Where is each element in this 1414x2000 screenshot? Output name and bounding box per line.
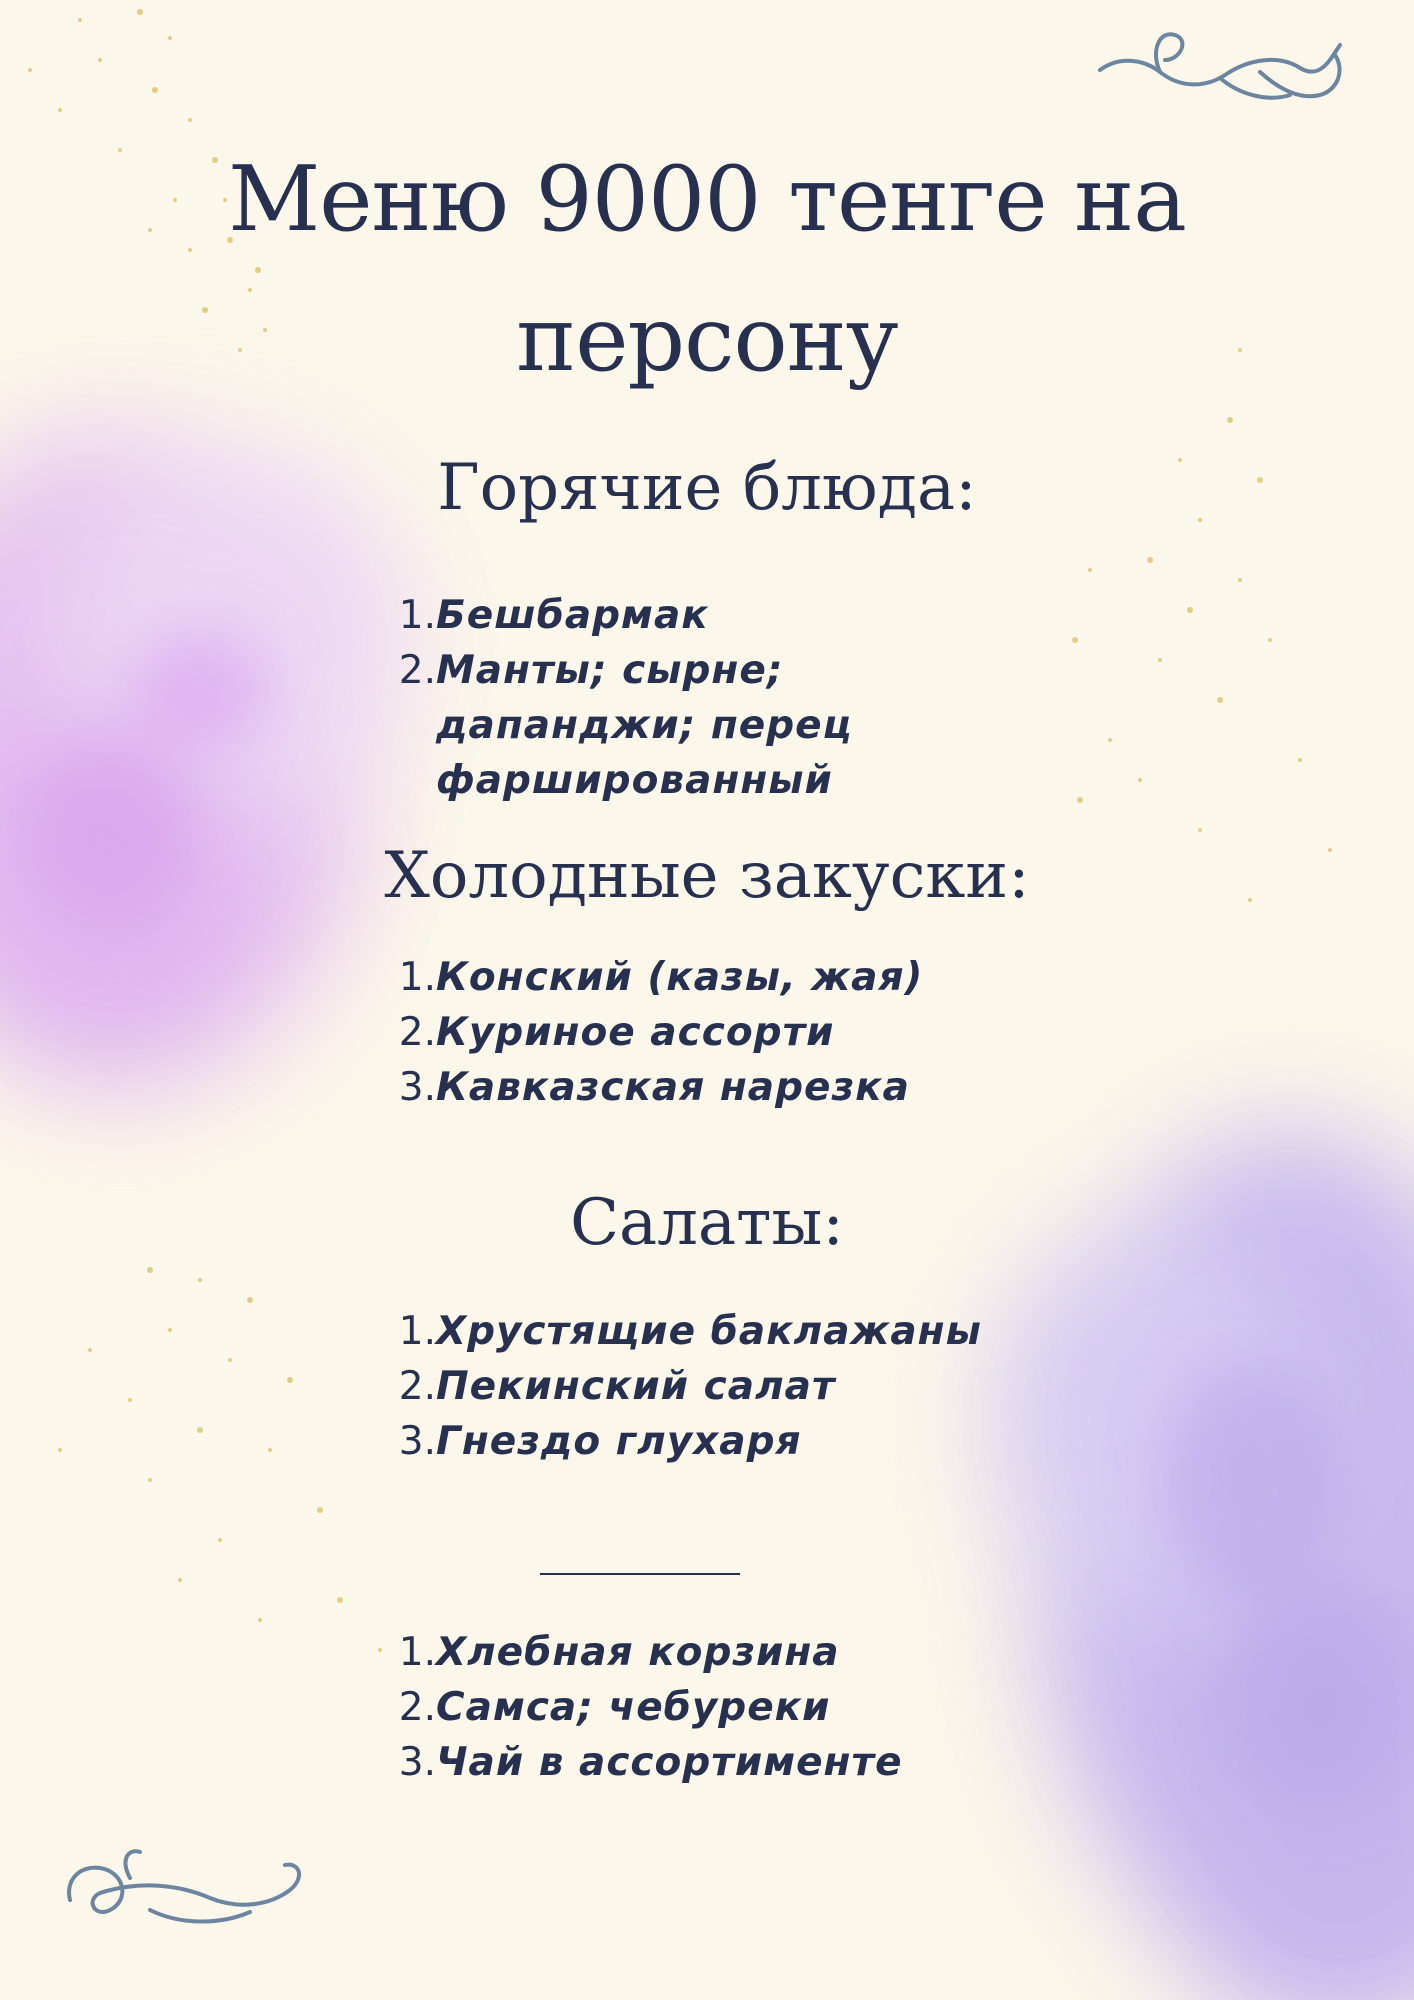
list-item [388, 1625, 903, 1680]
list-item [388, 588, 1026, 643]
item-number: 2. [398, 1364, 436, 1409]
item-number: 3. [398, 1419, 436, 1464]
item-text: Самса; чебуреки [436, 1685, 831, 1730]
item-text: Конский (казы, жая) [436, 955, 924, 1000]
item-number: 2. [398, 648, 436, 693]
list-item [388, 643, 1026, 808]
item-number: 2. [398, 1010, 436, 1055]
section-heading-cold-appetizers: Холодные закуски: [384, 839, 1030, 913]
list-item [388, 1060, 923, 1115]
item-text: Пекинский салат [436, 1364, 836, 1409]
page-title [0, 130, 1414, 410]
cold-appetizers-list [388, 950, 923, 1115]
extras-list [388, 1625, 903, 1790]
list-item [388, 1005, 923, 1060]
list-item [388, 1735, 903, 1790]
item-text: Кавказская нарезка [436, 1065, 910, 1110]
item-text: Манты; сырне; дапанджи; перец фаршированный [436, 648, 853, 803]
item-text: Хлебная корзина [436, 1630, 840, 1675]
item-number: 3. [398, 1740, 436, 1785]
swirl-flourish-icon [69, 1851, 299, 1921]
item-number: 1. [398, 593, 436, 638]
hot-dishes-list [388, 588, 1026, 808]
list-item [388, 1304, 982, 1359]
item-text: Чай в ассортименте [436, 1740, 903, 1785]
item-number: 1. [398, 1309, 436, 1354]
item-number: 3. [398, 1065, 436, 1110]
section-heading-salads: Салаты: [570, 1186, 844, 1260]
title-line-2: персону [516, 287, 898, 392]
section-heading-hot-dishes: Горячие блюда: [437, 451, 977, 525]
item-text: Хрустящие баклажаны [436, 1309, 982, 1354]
item-text: Гнездо глухаря [436, 1419, 802, 1464]
gold-speckles-left-lower [58, 1267, 382, 1652]
item-number: 1. [398, 955, 436, 1000]
list-item [388, 950, 923, 1005]
swirl-flourish-icon [1100, 34, 1340, 97]
item-text: Бешбармак [436, 593, 709, 638]
gold-speckles-right [1072, 348, 1332, 902]
list-item [388, 1414, 982, 1469]
item-text: Куриное ассорти [436, 1010, 835, 1055]
item-number: 2. [398, 1685, 436, 1730]
list-item [388, 1680, 903, 1735]
item-number: 1. [398, 1630, 436, 1675]
title-line-1: Меню 9000 тенге на [228, 147, 1186, 252]
section-divider [540, 1573, 740, 1575]
list-item [388, 1359, 982, 1414]
salads-list [388, 1304, 982, 1469]
